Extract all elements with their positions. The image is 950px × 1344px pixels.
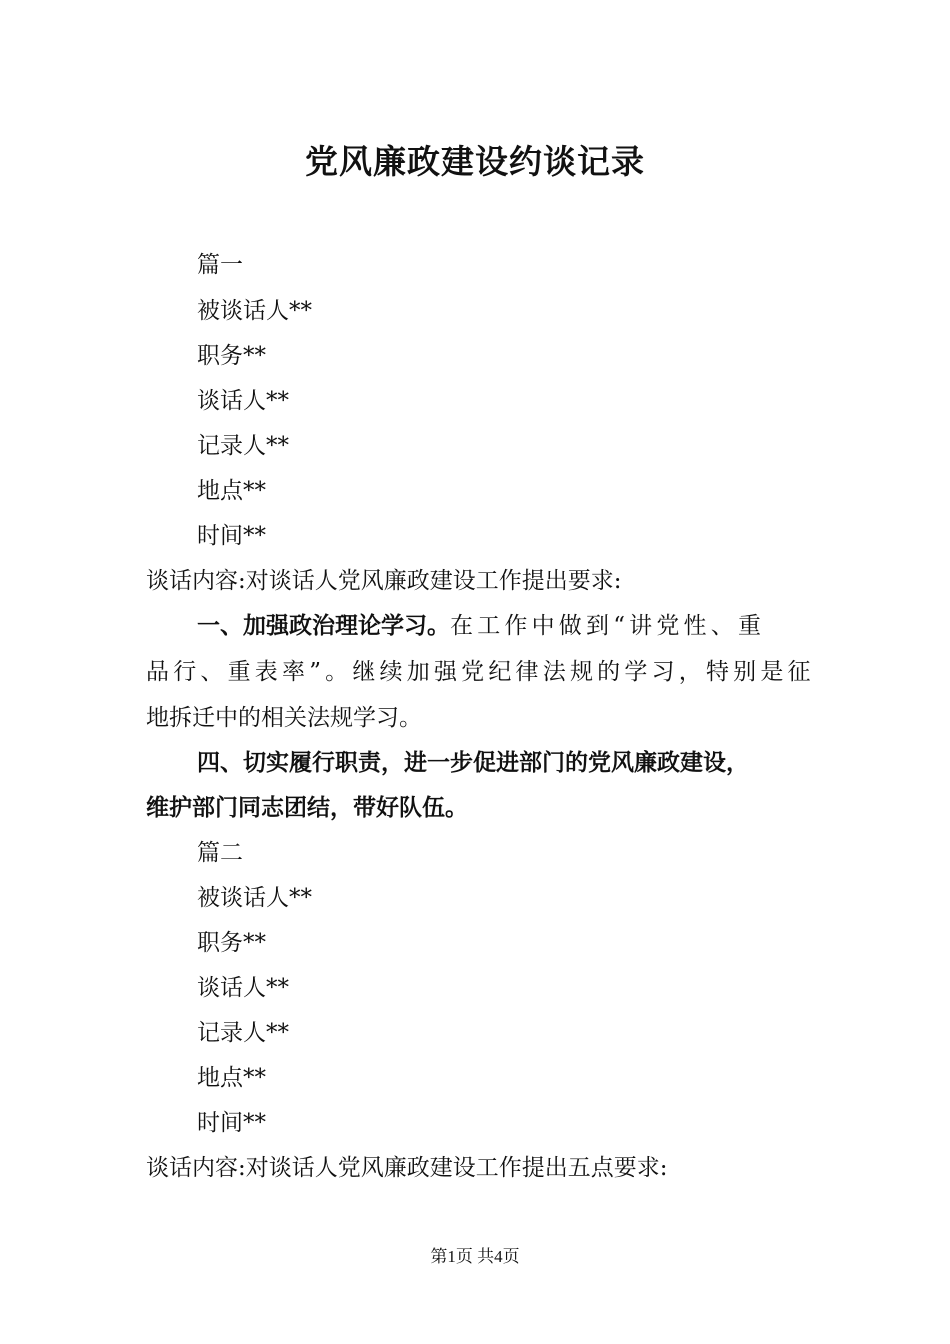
section1-heading: 篇一 (197, 252, 243, 278)
section2-position: 职务** (197, 930, 266, 956)
section1-point1-line3: 地拆迁中的相关法规学习。 (146, 705, 422, 731)
section1-location: 地点** (197, 478, 266, 504)
section2-recorder: 记录人** (197, 1020, 289, 1046)
section1-point1-line1 (197, 611, 765, 641)
page-number-footer: 第1页 共4页 (430, 1247, 520, 1266)
section2-content-intro: 谈话内容:对谈话人党风廉政建设工作提出五点要求: (146, 1155, 668, 1181)
section2-location: 地点** (197, 1065, 266, 1091)
section2-interviewer: 谈话人** (197, 975, 289, 1001)
section1-content-intro: 谈话内容:对谈话人党风廉政建设工作提出要求: (146, 568, 622, 594)
section1-time: 时间** (197, 523, 266, 549)
section1-point1-line2: 品行、重表率”。继续加强党纪律法规的学习，特别是征 (146, 659, 815, 685)
section1-point4-line2: 维护部门同志团结，带好队伍。 (146, 795, 468, 821)
section1-recorder: 记录人** (197, 433, 289, 459)
section1-point1-lead: 一、加强政治理论学习。 (197, 613, 450, 639)
section1-point4-line1: 四、切实履行职责，进一步促进部门的党风廉政建设， (197, 750, 749, 776)
section1-point1-rest: 在工作中做到“讲党性、重 (450, 613, 766, 639)
section2-heading: 篇二 (197, 840, 243, 866)
section2-interviewee: 被谈话人** (197, 885, 312, 911)
section1-position: 职务** (197, 343, 266, 369)
section2-time: 时间** (197, 1110, 266, 1136)
section1-interviewer: 谈话人** (197, 388, 289, 414)
document-title: 党风廉政建设约谈记录 (305, 142, 645, 181)
section1-interviewee: 被谈话人** (197, 298, 312, 324)
